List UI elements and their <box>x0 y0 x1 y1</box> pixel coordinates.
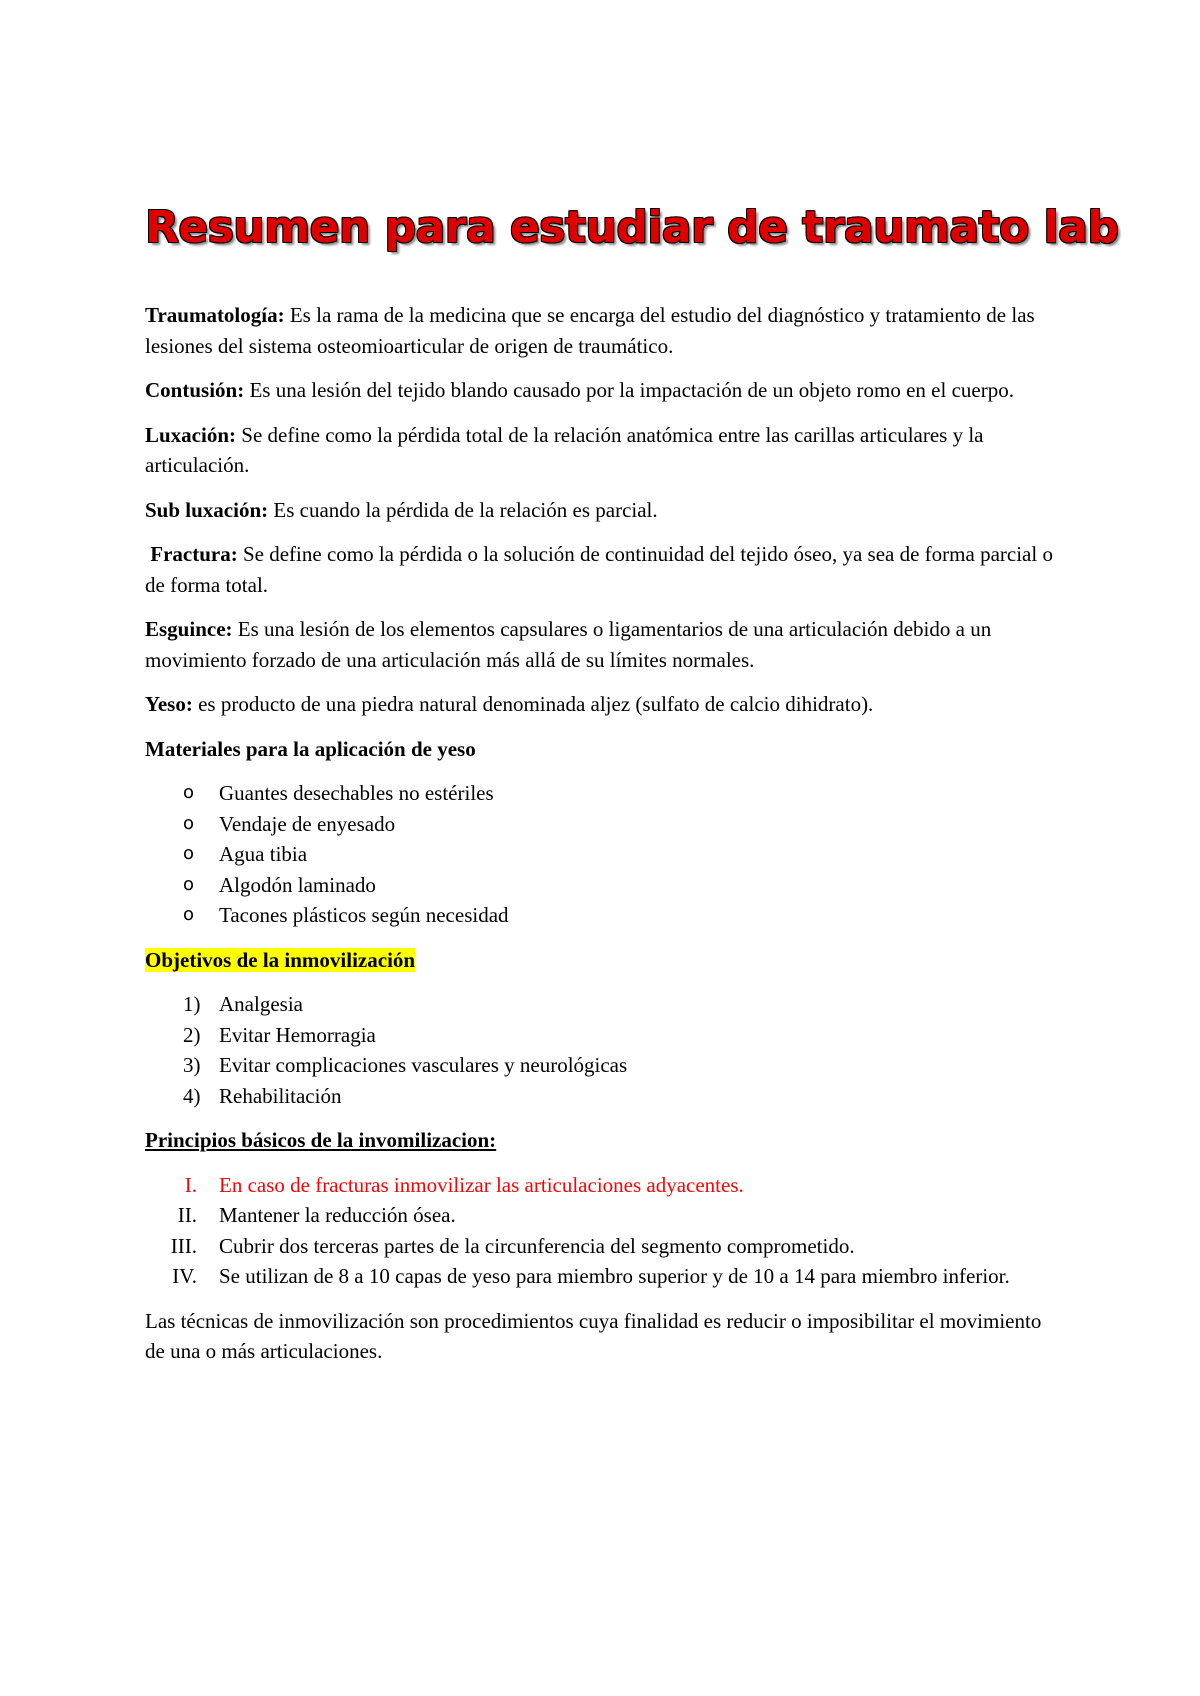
definition-fractura <box>145 539 1065 600</box>
list-item-text: Rehabilitación <box>219 1083 342 1108</box>
bullet-icon: o <box>183 873 195 895</box>
principles-heading: Principios básicos de la invomilizacion: <box>145 1128 497 1152</box>
principles-heading-row <box>145 1125 1065 1156</box>
definition-term: Traumatología: <box>145 303 285 327</box>
list-number: 1) <box>183 992 201 1016</box>
definition-subluxacion <box>145 495 1065 526</box>
list-item <box>145 1020 1065 1051</box>
definition-text: Se define como la pérdida o la solución de continuidad del tejido óseo, ya sea de forma parcial o de forma total. <box>145 542 1053 597</box>
definition-esguince <box>145 614 1065 675</box>
list-item-text: Mantener la reducción ósea. <box>219 1203 456 1227</box>
bullet-icon: o <box>183 843 195 864</box>
list-number: 3) <box>183 1053 201 1077</box>
definition-contusion <box>145 375 1065 406</box>
list-item-text: Tacones plásticos según necesidad <box>219 903 509 927</box>
list-item-text: Evitar complicaciones vasculares y neurológicas <box>219 1053 628 1077</box>
list-item <box>145 870 1065 901</box>
list-item-text: Agua tibia <box>219 842 308 866</box>
definition-term: Yeso: <box>145 692 193 716</box>
definition-luxacion <box>145 420 1065 481</box>
definition-term: Contusión: <box>145 378 245 402</box>
materials-heading: Materiales para la aplicación de yeso <box>145 736 476 761</box>
list-number: I. <box>184 1172 197 1197</box>
definition-term: Luxación: <box>145 422 237 447</box>
list-item-text: Vendaje de enyesado <box>219 811 396 836</box>
list-item <box>145 778 1065 809</box>
definition-traumatologia <box>145 300 1065 361</box>
materials-list <box>145 778 1065 931</box>
list-item <box>145 1261 1065 1292</box>
principles-list <box>145 1170 1065 1292</box>
list-item-text: Cubrir dos terceras partes de la circunferencia del segmento comprometido. <box>219 1233 855 1258</box>
list-item <box>145 1200 1065 1231</box>
definition-text: Es cuando la pérdida de la relación es parcial. <box>268 497 658 522</box>
definition-term: Esguince: <box>145 617 233 641</box>
document-body <box>145 300 1065 1381</box>
objectives-list <box>145 989 1065 1111</box>
objectives-heading: Objetivos de la inmovilización <box>145 947 416 972</box>
list-item <box>145 989 1065 1020</box>
definition-text: Es una lesión del tejido blando causado por la impactación de un objeto romo en el cuerpo. <box>244 378 1014 402</box>
definition-term: Fractura: <box>145 542 238 566</box>
bullet-icon: o <box>183 782 195 803</box>
bullet-icon: o <box>183 904 195 925</box>
list-number: III. <box>170 1233 197 1258</box>
definition-text: Se define como la pérdida total de la relación anatómica entre las carillas articulares y la articulación. <box>145 422 984 477</box>
list-item <box>145 1050 1065 1081</box>
definition-yeso <box>145 689 1065 720</box>
list-item-text: Se utilizan de 8 a 10 capas de yeso para miembro superior y de 10 a 14 para miembro inferior. <box>219 1264 1010 1288</box>
list-item <box>145 839 1065 870</box>
definition-text: es producto de una piedra natural denominada aljez (sulfato de calcio dihidrato). <box>192 692 874 716</box>
bullet-icon: o <box>183 812 195 834</box>
definition-term: Sub luxación: <box>145 497 269 522</box>
definition-text: Es la rama de la medicina que se encarga del estudio del diagnóstico y tratamiento de las lesiones del sistema osteomioarticular de origen de traumático. <box>145 303 1035 358</box>
list-item <box>145 1081 1065 1112</box>
closing-paragraph: Las técnicas de inmovilización son procedimientos cuya finalidad es reducir o imposibilitar el movimiento de una o más articulaciones. <box>145 1308 1042 1363</box>
list-item-text: En caso de fracturas inmovilizar las articulaciones adyacentes. <box>219 1172 744 1197</box>
list-item-text: Guantes desechables no estériles <box>219 781 494 805</box>
list-number: 4) <box>183 1083 201 1108</box>
list-item <box>145 809 1065 840</box>
objectives-heading-row <box>145 945 1065 976</box>
list-item-text: Algodón laminado <box>219 872 376 897</box>
page-title: Resumen para estudiar de traumato lab <box>145 202 1119 253</box>
list-item <box>145 900 1065 931</box>
list-number: IV. <box>172 1264 197 1288</box>
list-number: 2) <box>183 1022 201 1047</box>
list-item <box>145 1231 1065 1262</box>
list-item-text: Analgesia <box>219 992 303 1016</box>
list-number: II. <box>177 1203 197 1227</box>
definition-text: Es una lesión de los elementos capsulares o ligamentarios de una articulación debido a un movimiento forzado de una articulación más allá de su límites normales. <box>145 617 992 672</box>
list-item <box>145 1170 1065 1201</box>
list-item-text: Evitar Hemorragia <box>219 1022 376 1047</box>
